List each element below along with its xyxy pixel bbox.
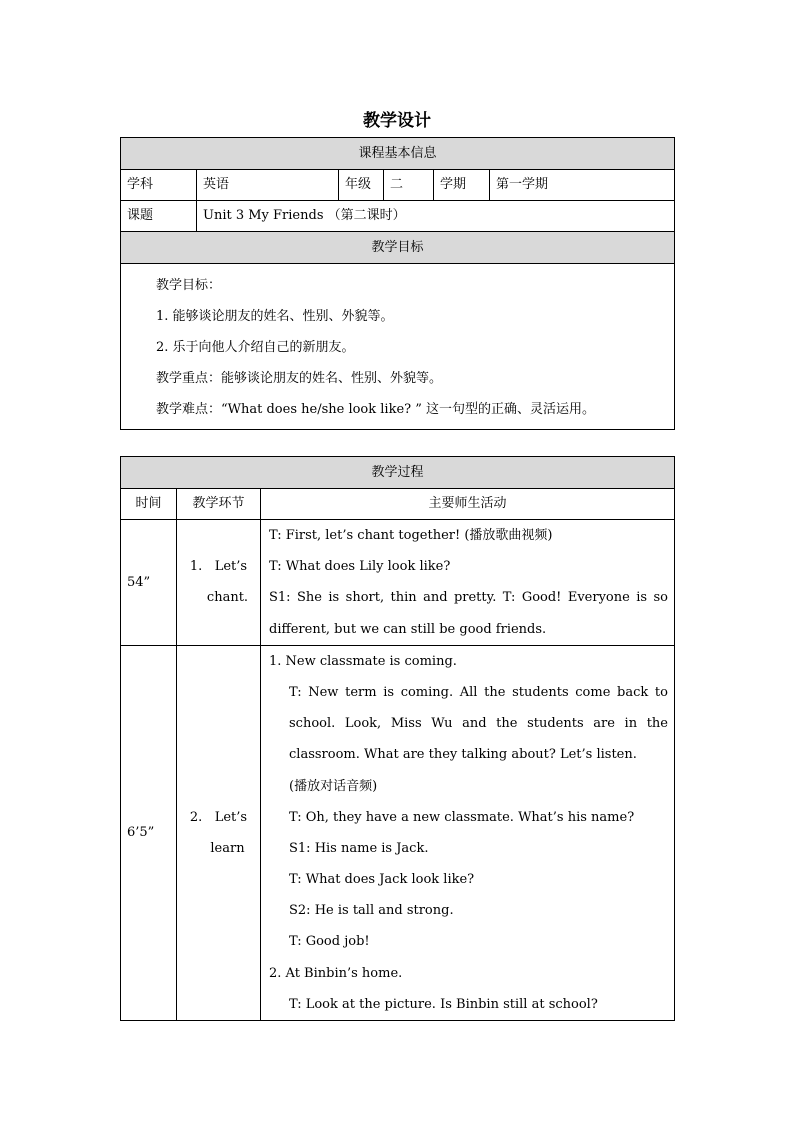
row-time: 54”	[121, 520, 177, 646]
teaching-process-table	[120, 456, 675, 1021]
activity-line: (播放对话音频)	[289, 778, 378, 794]
activity-line: T: Good job!	[289, 934, 370, 950]
col-time-header: 时间	[121, 489, 177, 520]
document-title: 教学设计	[363, 111, 431, 131]
subject-value: 英语	[197, 170, 339, 201]
process-header: 教学过程	[121, 457, 675, 489]
activity-line: different, but we can still be good friends.	[269, 621, 547, 637]
activity-line: T: First, let’s chant together! (播放歌曲视频)	[269, 528, 553, 543]
step-number: 1.	[189, 559, 203, 575]
subject-label: 学科	[121, 170, 197, 201]
activity-line: S2: He is tall and strong.	[289, 903, 454, 919]
activity-line: S1: She is short, thin and pretty. T: Good! Everyone is so	[269, 590, 668, 606]
topic-value: Unit 3 My Friends （第二课时）	[197, 201, 675, 232]
grade-label: 年级	[339, 170, 384, 201]
step-line: chant.	[206, 590, 249, 606]
activity-line: S1: His name is Jack.	[289, 840, 429, 856]
course-info-header: 课程基本信息	[121, 138, 675, 170]
activity-line: T: Oh, they have a new classmate. What’s his name?	[289, 809, 635, 825]
step-line: Let’s	[214, 809, 248, 825]
col-step-header: 教学环节	[177, 489, 261, 520]
grade-value: 二	[384, 170, 434, 201]
step-number: 2.	[189, 809, 203, 825]
goals-header: 教学目标	[121, 232, 675, 264]
row-time: 6’5”	[121, 645, 177, 1020]
step-line: learn	[210, 840, 245, 856]
step-line: Let’s	[214, 559, 248, 575]
goals-line: 1. 能够谈论朋友的姓名、性别、外貌等。	[156, 309, 394, 324]
row-activity	[261, 645, 675, 1020]
course-info-table	[120, 137, 675, 430]
goals-line: 2. 乐于向他人介绍自己的新朋友。	[156, 340, 355, 355]
activity-line: T: Look at the picture. Is Binbin still at school?	[289, 996, 598, 1012]
activity-line: 1. New classmate is coming.	[269, 653, 457, 669]
row-step	[177, 520, 261, 646]
goals-cell	[121, 264, 675, 430]
goals-line: 教学难点：“What does he/she look like? ” 这一句型的正确、灵活运用。	[156, 402, 596, 417]
activity-line: T: What does Jack look like?	[289, 872, 475, 888]
activity-line: T: What does Lily look like?	[269, 559, 451, 575]
col-activity-header: 主要师生活动	[261, 489, 675, 520]
topic-label: 课题	[121, 201, 197, 232]
goals-line: 教学目标：	[156, 278, 222, 293]
term-value: 第一学期	[490, 170, 675, 201]
activity-line: T: New term is coming. All the students come back to	[289, 684, 668, 700]
row-activity	[261, 520, 675, 646]
term-label: 学期	[434, 170, 490, 201]
activity-line: school. Look, Miss Wu and the students are in the	[289, 716, 668, 732]
row-step	[177, 645, 261, 1020]
activity-line: classroom. What are they talking about? Let’s listen.	[289, 747, 637, 763]
goals-line: 教学重点：能够谈论朋友的姓名、性别、外貌等。	[156, 371, 443, 386]
activity-line: 2. At Binbin’s home.	[269, 965, 403, 981]
